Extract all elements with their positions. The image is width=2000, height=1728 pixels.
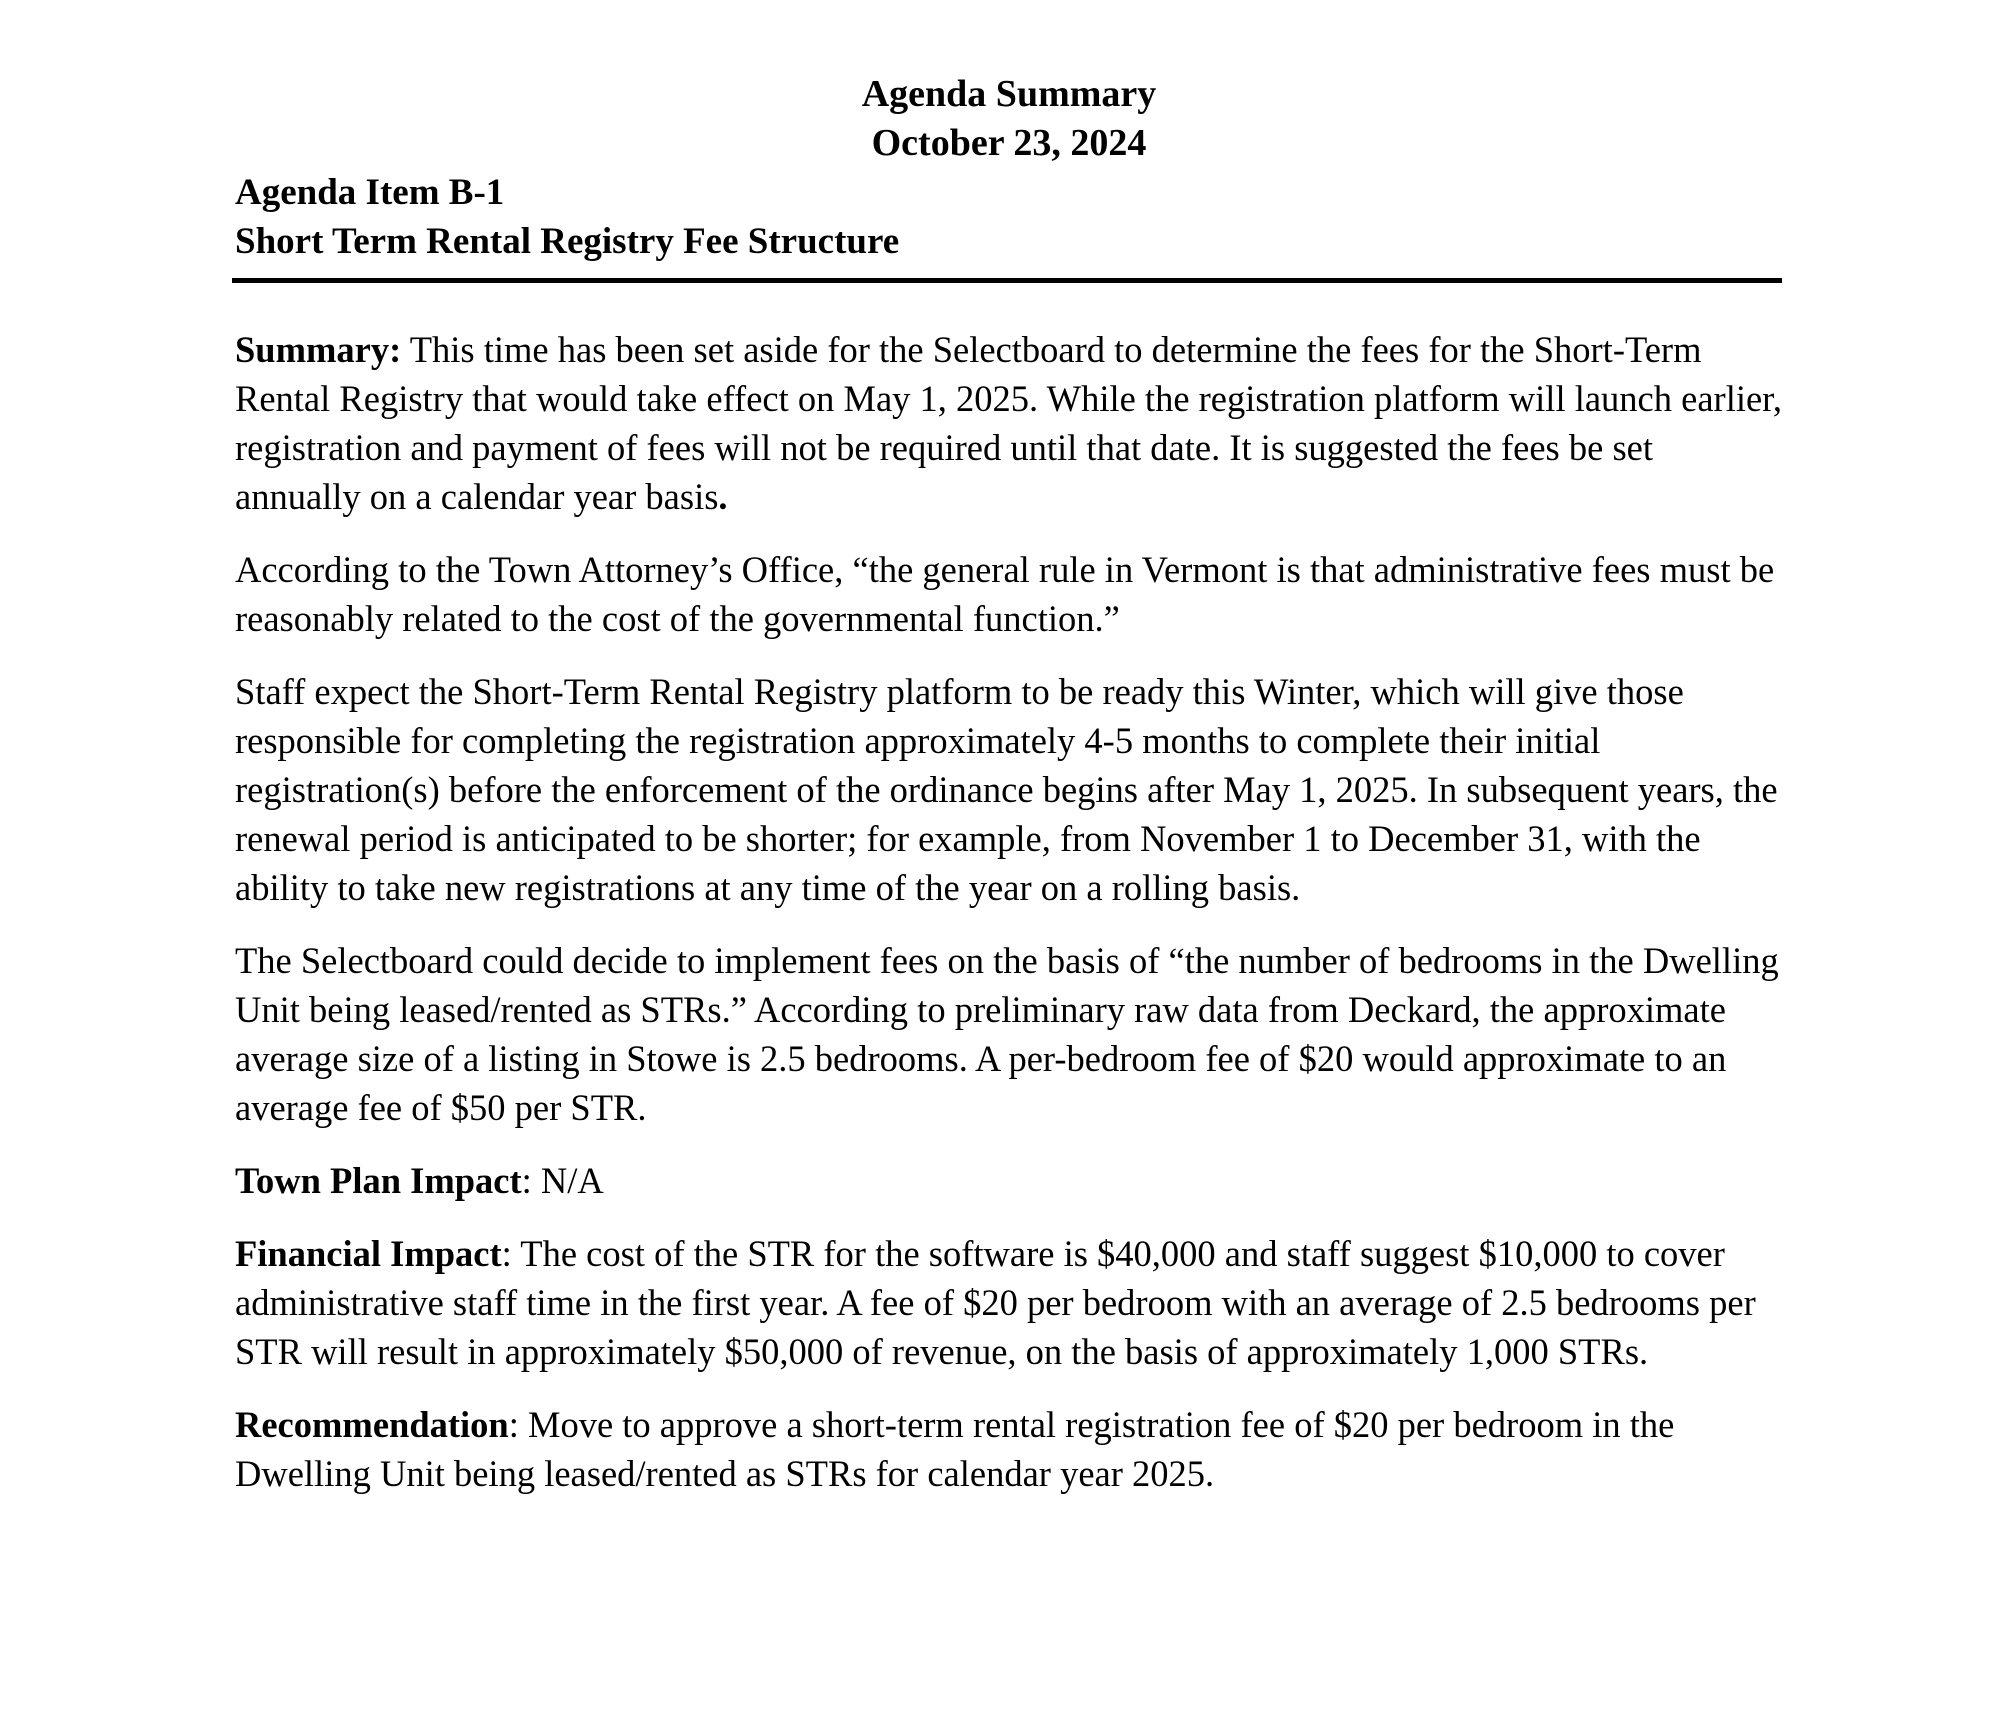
recommendation-text: : Move to approve a short-term rental registration fee of $20 per bedroom in the Dwelling Unit being leased/rented as STRs for calendar year 2025. [235,1404,1675,1494]
selectboard-paragraph: The Selectboard could decide to implement fees on the basis of “the number of bedrooms in the Dwelling Unit being leased/rented as STRs.” According to preliminary raw data from Deckard, the approximate average size of a listing in Stowe is 2.5 bedrooms. A per-bedroom fee of $20 would approximate to an average fee of $50 per STR. [235,940,1779,1128]
document-title [235,70,1783,168]
recommendation-label: Recommendation [235,1404,509,1445]
town-plan-label: Town Plan Impact [235,1160,522,1201]
town-plan-text: : N/A [521,1160,604,1201]
attorney-paragraph: According to the Town Attorney’s Office, “the general rule in Vermont is that administrative fees must be reasonably related to the cost of the governmental function.” [235,549,1775,639]
header-divider [232,278,1782,283]
document-page [235,70,1783,1498]
staff-paragraph: Staff expect the Short-Term Rental Registry platform to be ready this Winter, which will give those responsible for completing the registration approximately 4-5 months to complete their initial registration(s) before the enforcement of the ordinance begins after May 1, 2025. In subsequent years, the renewal period is anticipated to be shorter; for example, from November 1 to December 31, with the ability to take new registrations at any time of the year on a rolling basis. [235,671,1778,908]
meeting-date: October 23, 2024 [871,122,1147,164]
summary-period: . [718,476,728,517]
title-text: Agenda Summary [861,73,1157,115]
financial-text: : The cost of the STR for the software is $40,000 and staff suggest $10,000 to cover administrative staff time in the first year. A fee of $20 per bedroom with an average of 2.5 bedrooms per STR will result in approximately $50,000 of revenue, on the basis of approximately 1,000 STRs. [235,1233,1756,1372]
recommendation-paragraph [235,1400,1783,1498]
summary-paragraph [235,325,1783,521]
financial-paragraph [235,1229,1783,1376]
financial-label: Financial Impact [235,1233,502,1274]
agenda-item-subject: Short Term Rental Registry Fee Structure [235,221,900,262]
town-plan-paragraph [235,1156,1783,1205]
agenda-item-number: Agenda Item B-1 [235,172,505,213]
agenda-item-heading [235,168,1783,266]
summary-text: This time has been set aside for the Selectboard to determine the fees for the Short-Term Rental Registry that would take effect on May 1, 2025. While the registration platform will launch earlier, registration and payment of fees will not be required until that date. It is suggested the fees be set annually on a calendar year basis [235,329,1782,517]
summary-label: Summary: [235,329,402,370]
